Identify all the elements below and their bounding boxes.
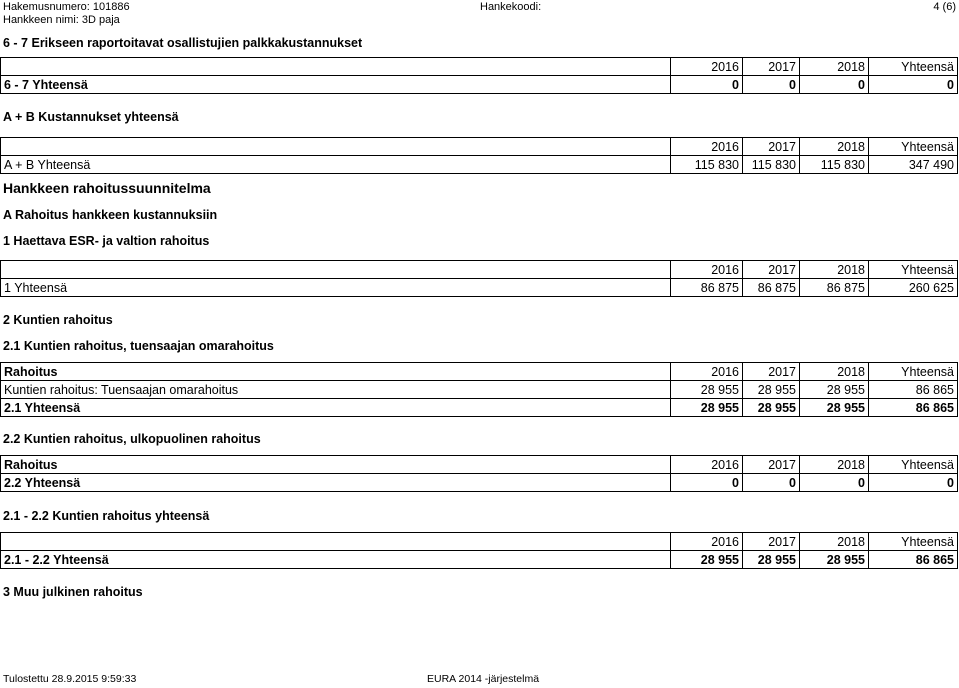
table-2-1 (0, 362, 958, 417)
project-name: Hankkeen nimi: 3D paja (3, 14, 120, 26)
table-row: A + B Yhteensä 115 830 115 830 115 830 347 490 (1, 156, 958, 174)
section-heading-other-public: 3 Muu julkinen rahoitus (3, 585, 143, 599)
table-header-row: Rahoitus 2016 2017 2018 Yhteensä (1, 363, 958, 381)
table-row: 2.2 Yhteensä 0 0 0 0 (1, 474, 958, 492)
table-row: Kuntien rahoitus: Tuensaajan omarahoitus 28 955 28 955 28 955 86 865 (1, 381, 958, 399)
table-row: 2.1 Yhteensä 28 955 28 955 28 955 86 865 (1, 399, 958, 417)
footer-printed: Tulostettu 28.9.2015 9:59:33 (3, 673, 137, 685)
table-header-row: 2016 2017 2018 Yhteensä (1, 533, 958, 551)
page-number: 4 (6) (933, 1, 956, 13)
table-2-2 (0, 455, 958, 492)
section-heading-2-1: 2.1 Kuntien rahoitus, tuensaajan omarahoitus (3, 339, 274, 353)
table-a-b (0, 137, 958, 174)
project-code: Hankekoodi: (480, 1, 542, 13)
section-heading-esr: 1 Haettava ESR- ja valtion rahoitus (3, 234, 210, 248)
table-header-row: 2016 2017 2018 Yhteensä (1, 138, 958, 156)
table-2-1-2-2 (0, 532, 958, 569)
section-heading-2-2: 2.2 Kuntien rahoitus, ulkopuolinen rahoitus (3, 432, 261, 446)
table-header-row: Rahoitus 2016 2017 2018 Yhteensä (1, 456, 958, 474)
section-heading-a-b: A + B Kustannukset yhteensä (3, 110, 179, 124)
section-heading-2-1-2-2: 2.1 - 2.2 Kuntien rahoitus yhteensä (3, 509, 210, 523)
application-number: Hakemusnumero: 101886 (3, 1, 130, 13)
table-esr (0, 260, 958, 297)
section-heading-6-7: 6 - 7 Erikseen raportoitavat osallistujien palkkakustannukset (3, 36, 363, 50)
table-row: 6 - 7 Yhteensä 0 0 0 0 (1, 76, 958, 94)
section-heading-municipal: 2 Kuntien rahoitus (3, 313, 113, 327)
table-row: 2.1 - 2.2 Yhteensä 28 955 28 955 28 955 86 865 (1, 551, 958, 569)
table-6-7 (0, 57, 958, 94)
page-header (0, 0, 959, 28)
table-row: 1 Yhteensä 86 875 86 875 86 875 260 625 (1, 279, 958, 297)
section-heading-financing-plan: Hankkeen rahoitussuunnitelma (3, 180, 211, 196)
table-header-row: 2016 2017 2018 Yhteensä (1, 58, 958, 76)
footer-system: EURA 2014 -järjestelmä (427, 673, 540, 685)
section-heading-a-financing: A Rahoitus hankkeen kustannuksiin (3, 208, 218, 222)
table-header-row: 2016 2017 2018 Yhteensä (1, 261, 958, 279)
